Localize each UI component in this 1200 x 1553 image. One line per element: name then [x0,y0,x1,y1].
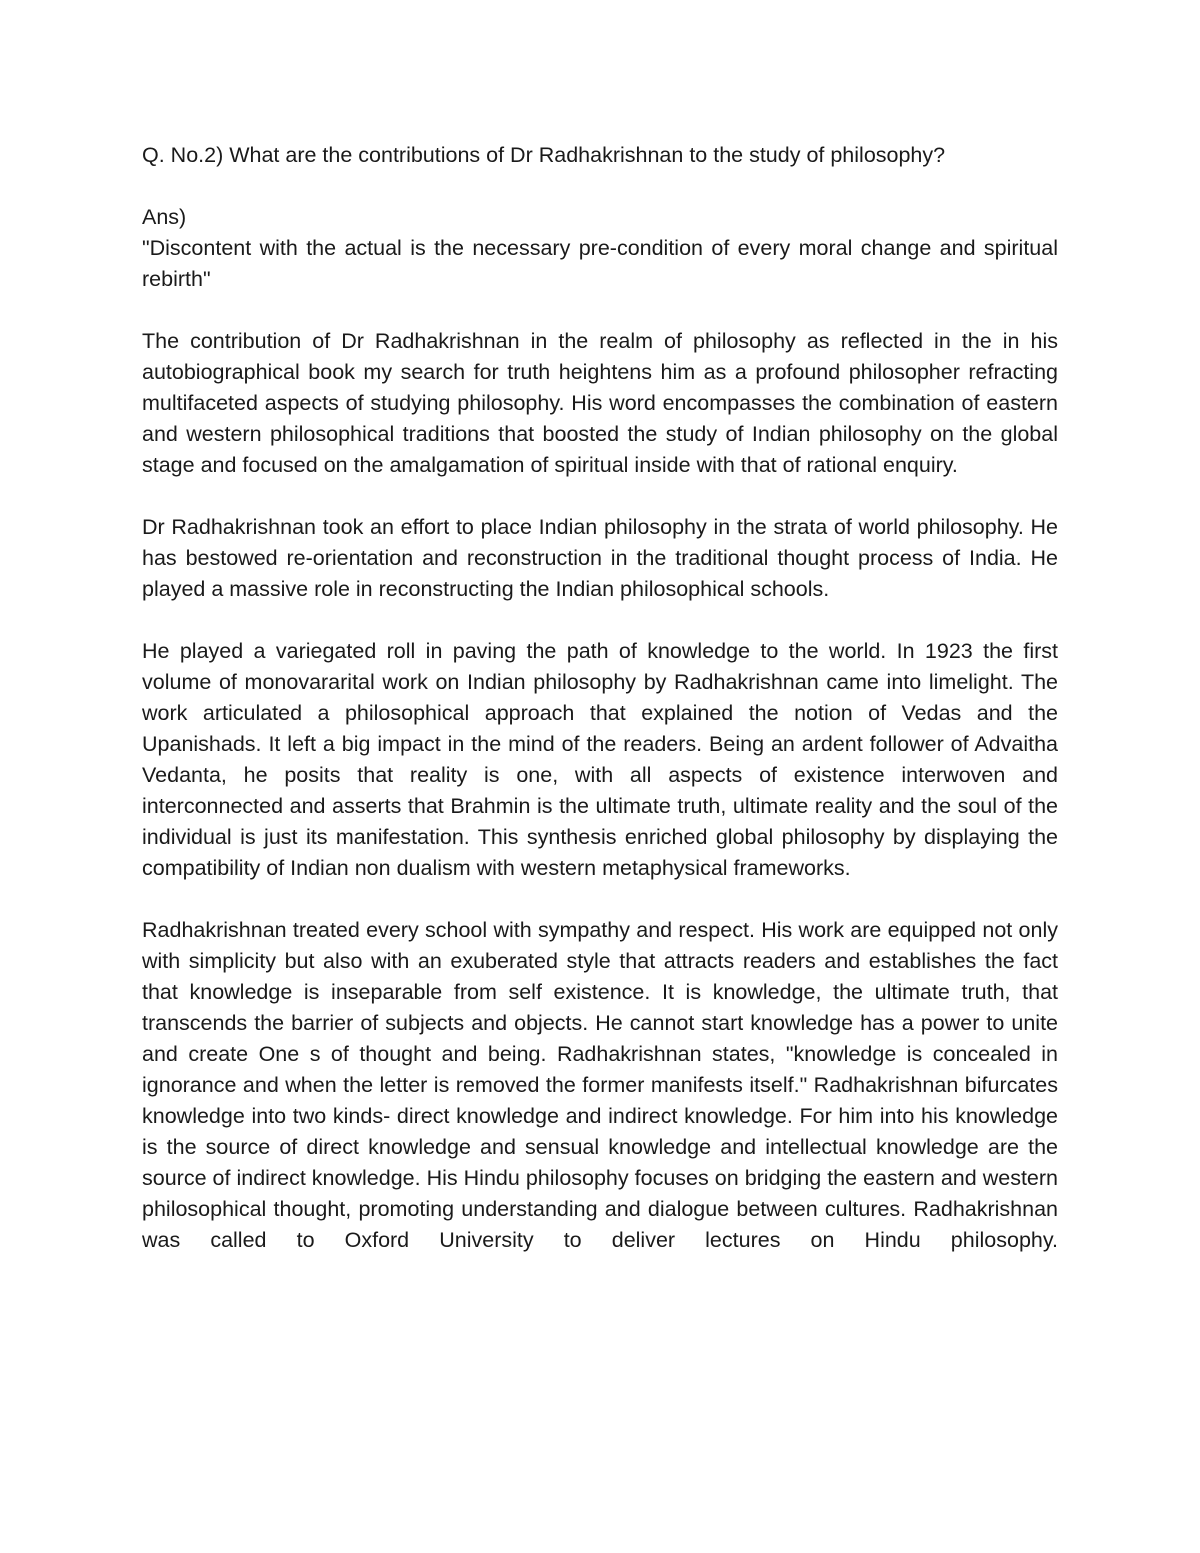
spacer [142,884,1058,915]
answer-label: Ans) [142,205,187,229]
paragraph-4: Radhakrishnan treated every school with sympathy and respect. His work are equipped not only with simplicity but also with an exuberated style that attracts readers and establishes the fact that knowledge is inseparable from self existence. It is knowledge, the ultimate truth, that transcends the barrier of subjects and objects. He cannot start knowledge has a power to unite and create One s of thought and being. Radhakrishnan states, "knowledge is concealed in ignorance and when the letter is removed the former manifests itself." Radhakrishnan bifurcates knowledge into two kinds- direct knowledge and indirect knowledge. For him into his knowledge is the source of direct knowledge and sensual knowledge and intellectual knowledge are the source of indirect knowledge. His Hindu philosophy focuses on bridging the eastern and western philosophical thought, promoting understanding and dialogue between cultures. Radhakrishnan was called to Oxford University to deliver lectures on Hindu philosophy. [142,918,1058,1252]
spacer [142,171,1058,202]
opening-quote: "Discontent with the actual is the necessary pre-condition of every moral change and spiritual rebirth" [142,236,1058,291]
paragraph-2: Dr Radhakrishnan took an effort to place Indian philosophy in the strata of world philosophy. He has bestowed re-orientation and reconstruction in the traditional thought process of India. He played a massive role in reconstructing the Indian philosophical schools. [142,515,1058,601]
paragraph-1: The contribution of Dr Radhakrishnan in the realm of philosophy as reflected in the in his autobiographical book my search for truth heightens him as a profound philosopher refracting multifaceted aspects of studying philosophy. His word encompasses the combination of eastern and western philosophical traditions that boosted the study of Indian philosophy on the global stage and focused on the amalgamation of spiritual inside with that of rational enquiry. [142,329,1058,477]
spacer [142,605,1058,636]
document-page [142,140,1058,1256]
question-heading: Q. No.2) What are the contributions of Dr Radhakrishnan to the study of philosophy? [142,143,946,167]
spacer [142,295,1058,326]
spacer [142,481,1058,512]
paragraph-3: He played a variegated roll in paving the path of knowledge to the world. In 1923 the first volume of monovararital work on Indian philosophy by Radhakrishnan came into limelight. The work articulated a philosophical approach that explained the notion of Vedas and the Upanishads. It left a big impact in the mind of the readers. Being an ardent follower of Advaitha Vedanta, he posits that reality is one, with all aspects of existence interwoven and interconnected and asserts that Brahmin is the ultimate truth, ultimate reality and the soul of the individual is just its manifestation. This synthesis enriched global philosophy by displaying the compatibility of Indian non dualism with western metaphysical frameworks. [142,639,1058,880]
